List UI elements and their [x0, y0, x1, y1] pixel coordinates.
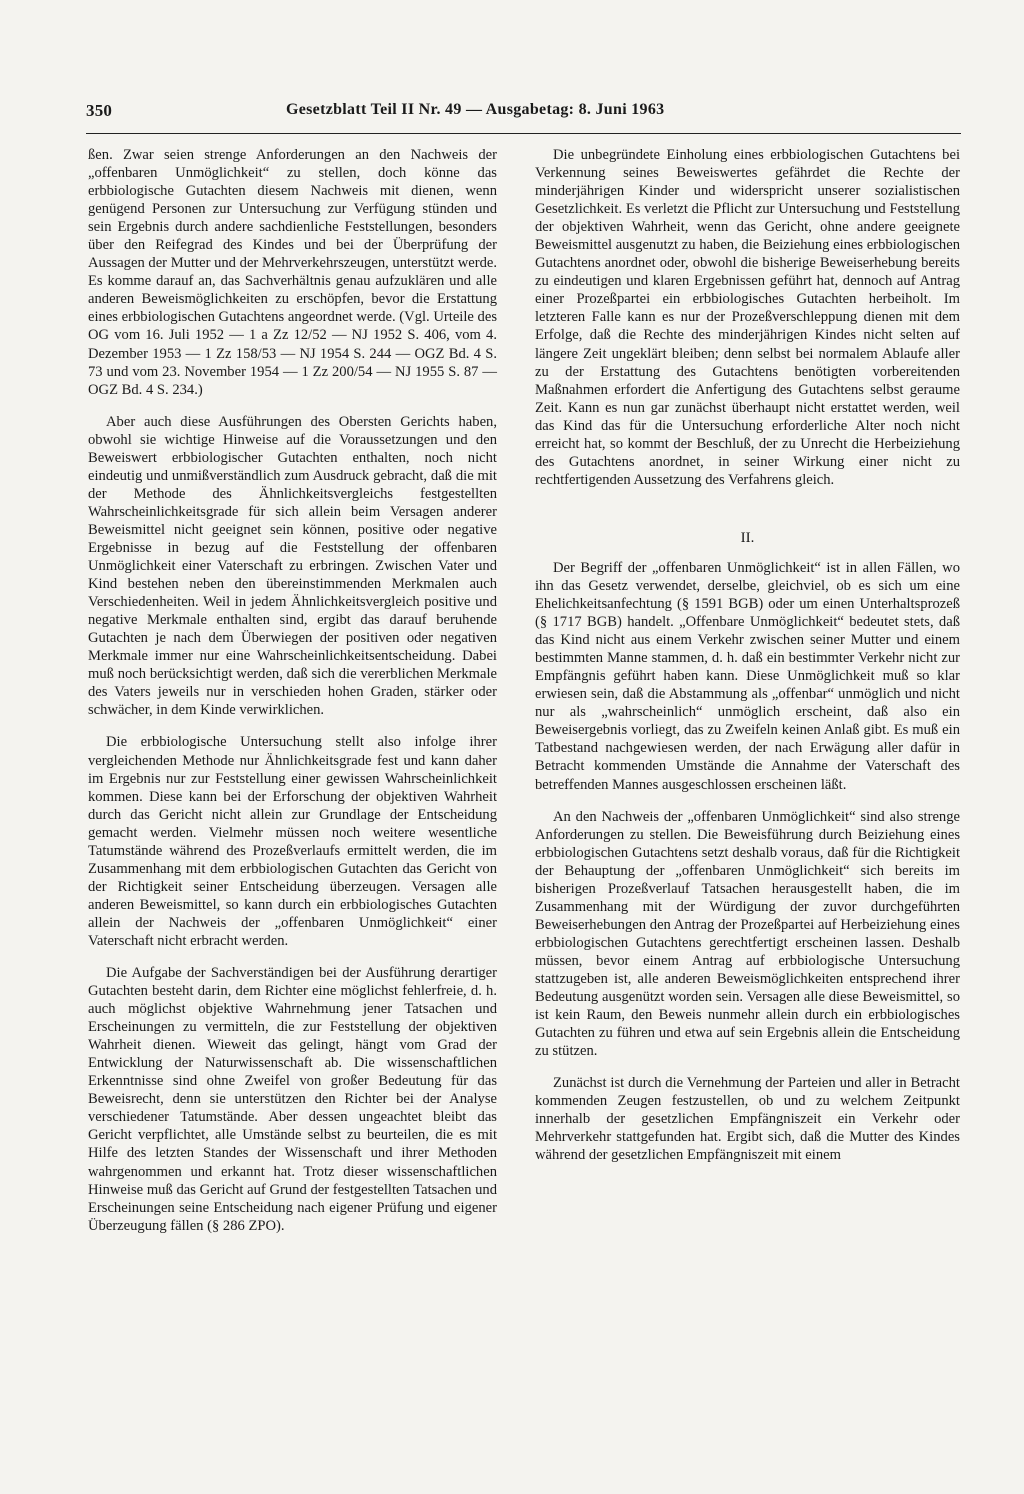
page-number: 350 — [86, 101, 113, 120]
right-column — [535, 146, 960, 1178]
paragraph: ßen. Zwar seien strenge Anforderungen an den Nachweis der „offenbaren Unmöglichkeit“ zu stellen, doch könne das erbbiologische Gutachten diesem Nachweis mit dienen, wenn genügend Personen zur Untersuchung zur Verfügung stünden und sein Ergebnis durch andere sachdienliche Feststellungen, besonders über den Reifegrad des Kindes und bei der Überprüfung der Aussagen der Mutter und der Mehrverkehrszeugen, unterstützt werde. Es komme darauf an, das Sachverhältnis genau aufzuklären und alle anderen Beweismöglichkeiten zu erschöpfen, bevor die Erstattung eines erbbiologischen Gutachtens angeordnet werde. (Vgl. Urteile des OG vom 16. Juli 1952 — 1 a Zz 12/52 — NJ 1952 S. 406, vom 4. Dezember 1953 — 1 Zz 158/53 — NJ 1954 S. 244 — OGZ Bd. 4 S. 73 und vom 23. November 1954 — 1 Zz 200/54 — NJ 1955 S. 87 — OGZ Bd. 4 S. 234.) — [88, 147, 497, 398]
paragraph: Der Begriff der „offenbaren Unmöglichkeit“ ist in allen Fällen, wo ihn das Gesetz verwendet, derselbe, gleichviel, ob es sich um eine Ehelichkeitsanfechtung (§ 1591 BGB) oder um einen Unterhaltsprozeß (§ 1717 BGB) handelt. „Offenbare Unmöglichkeit“ bedeutet stets, daß das Kind nicht aus einem Verkehr zwischen seiner Mutter und einem bestimmten Manne stammen, d. h. daß ein bestimmter Verkehr nicht zur Empfängnis geführt haben kann. Diese Unmöglichkeit muß so klar erwiesen sein, daß die Abstammung als „offenbar“ unmöglich und nicht nur als „wahrscheinlich“ unmöglich erscheint, daß also ein Beweisergebnis vorliegt, das zu Zweifeln keinen Anlaß gibt. Es muß ein Tatbestand nachgewiesen werden, der nach Erwägung aller dafür in Betracht kommenden Umstände die Annahme der Vaterschaft des betreffenden Mannes ausgeschlossen erscheinen läßt. — [535, 559, 960, 793]
paragraph: An den Nachweis der „offenbaren Unmöglichkeit“ sind also strenge Anforderungen zu stellen. Die Beweisführung durch Beiziehung eines erbbiologischen Gutachtens setzt deshalb voraus, daß für die Richtigkeit der Behauptung der „offenbaren Unmöglichkeit“ sich bereits im bisherigen Prozeßverlauf Tatsachen herausgestellt haben, die im Zusammenhang mit der Würdigung der zuvor durchgeführten Beweiserhebungen den Antrag der Prozeßpartei auf Herbeiziehung eines erbbiologischen Gutachtens gerechtfertigt erscheinen lassen. Deshalb müssen, bevor einem Antrag auf erbbiologische Untersuchung stattzugeben ist, alle anderen Beweismöglichkeiten entsprechend ihrer Bedeutung ausgenützt worden sein. Versagen alle diese Beweismittel, so ist kein Raum, den Beweis nunmehr allein durch ein erbbiologisches Gutachten zu führen und etwa auf sein Ergebnis allein die Entscheidung zu stützen. — [535, 808, 960, 1060]
paragraph: Die erbbiologische Untersuchung stellt also infolge ihrer vergleichenden Methode nur Ähnlichkeitsgrade fest und kann daher im Ergebnis nur zur Feststellung einer gewissen Wahrscheinlichkeit kommen. Diese kann bei der Erforschung der objektiven Wahrheit durch das Gericht nicht allein zur Grundlage der Entscheidung gemacht werden. Vielmehr müssen noch weitere wesentliche Tatumstände während des Prozeßverlaufs ermittelt werden, die im Zusammenhang mit dem erbbiologischen Gutachten das Gericht von der Richtigkeit seiner Entscheidung überzeugen. Versagen alle anderen Beweismittel, so kann durch ein erbbiologisches Gutachten allein der Nachweis der „offenbaren Unmöglichkeit“ einer Vaterschaft nicht erbracht werden. — [88, 734, 497, 949]
paragraph: Aber auch diese Ausführungen des Obersten Gerichts haben, obwohl sie wichtige Hinweise auf die Voraussetzungen und den Beweiswert erbbiologischer Gutachten enthalten, noch nicht eindeutig und unmißverständlich zum Ausdruck gebracht, daß die mit der Methode des Ähnlichkeitsvergleichs festgestellten Wahrscheinlichkeitsgrade für sich allein beim Versagen anderer Beweismittel nicht geeignet sein können, positive oder negative Ergebnisse in bezug auf die Feststellung der offenbaren Unmöglichkeit einer Vaterschaft zu erbringen. Zwischen Vater und Kind bestehen neben den übereinstimmenden Merkmalen auch Verschiedenheiten. Weil in jedem Ähnlichkeitsvergleich positive und negative Merkmale enthalten sind, ergibt das darauf beruhende Gutachten je nach dem Überwiegen der positiven oder negativen Merkmale immer nur eine Wahrscheinlichkeitsentscheidung. Dabei muß noch berücksichtigt werden, daß sich die vererblichen Merkmale des Vaters jeweils nur in verschieden hohen Graden, stärker oder schwächer, in dem Kinde verwirklichen. — [88, 413, 497, 719]
paragraph: Die unbegründete Einholung eines erbbiologischen Gutachtens bei Verkennung seines Beweiswertes gefährdet die Rechte der minderjährigen Kinder und widerspricht unserer sozialistischen Gesetzlichkeit. Es verletzt die Pflicht zur Untersuchung und Feststellung der objektiven Wahrheit, wenn das Gericht, ohne andere geeignete Beweismittel ausgenutzt zu haben, die Beiziehung eines erbbiologischen Gutachtens anordnet oder, obwohl die bisherige Beweiserhebung bereits zu eindeutigen und klaren Ergebnissen geführt hat, dennoch auf Antrag einer Prozeßpartei ein erbbiologisches Gutachten herbeiholt. Im letzteren Falle kann es nur der Prozeßverschleppung dienen mit dem Erfolge, daß die Rechte des minderjährigen Kindes nicht selten auf längere Zeit ungeklärt bleiben; denn selbst bei normalem Ablaufe aller zu der Erstattung des Gutachtens benötigten vorbereitenden Maßnahmen erfordert die Anfertigung des Gutachtens selbst geraume Zeit. Kann es nun gar zunächst überhaupt nicht erstattet werden, weil das Kind das für die Untersuchung erforderliche Alter noch nicht erreicht hat, so kommt der Beschluß, der zu Unrecht die Herbeiziehung des Gutachtens anordnet, in seiner Wirkung einer nicht zu rechtfertigenden Aussetzung des Verfahrens gleich. — [535, 147, 960, 488]
running-title: Gesetzblatt Teil II Nr. 49 — Ausgabetag: 8. Juni 1963 — [286, 101, 665, 118]
paragraph: Die Aufgabe der Sachverständigen bei der Ausführung derartiger Gutachten besteht darin, dem Richter eine möglichst fehlerfreie, d. h. auch möglichst objektive Wahrnehmung jener Tatsachen und Erscheinungen zu vermitteln, die zur Feststellung der objektiven Wahrheit dienen. Wieweit das gelingt, hängt vom Grad der Entwicklung der Naturwissenschaft ab. Die wissenschaftlichen Erkenntnisse sind ohne Zweifel von großer Bedeutung für das Beweisrecht, denn sie unterstützen den Richter bei der Analyse verschiedener Tatumstände. Aber dessen ungeachtet bleibt das Gericht verpflichtet, alle Umstände selbst zu beurteilen, die es mit Hilfe des letzten Standes der Wissenschaft und ihrer Methoden wahrgenommen und erkannt hat. Trotz dieser wissenschaftlichen Hinweise muß das Gericht auf Grund der festgestellten Tatsachen und Erscheinungen seine Entscheidung nach eigener Prüfung und eigener Überzeugung fällen (§ 286 ZPO). — [88, 965, 497, 1234]
section-heading: II. — [740, 529, 755, 546]
left-column — [88, 146, 497, 1249]
page-header — [86, 99, 961, 134]
paragraph: Zunächst ist durch die Vernehmung der Parteien und aller in Betracht kommenden Zeugen festzustellen, ob und zu welchem Zeitpunkt innerhalb der gesetzlichen Empfängniszeit ein Verkehr oder Mehrverkehr stattgefunden hat. Ergibt sich, daß die Mutter des Kindes während der gesetzlichen Empfängniszeit mit einem — [535, 1075, 960, 1164]
